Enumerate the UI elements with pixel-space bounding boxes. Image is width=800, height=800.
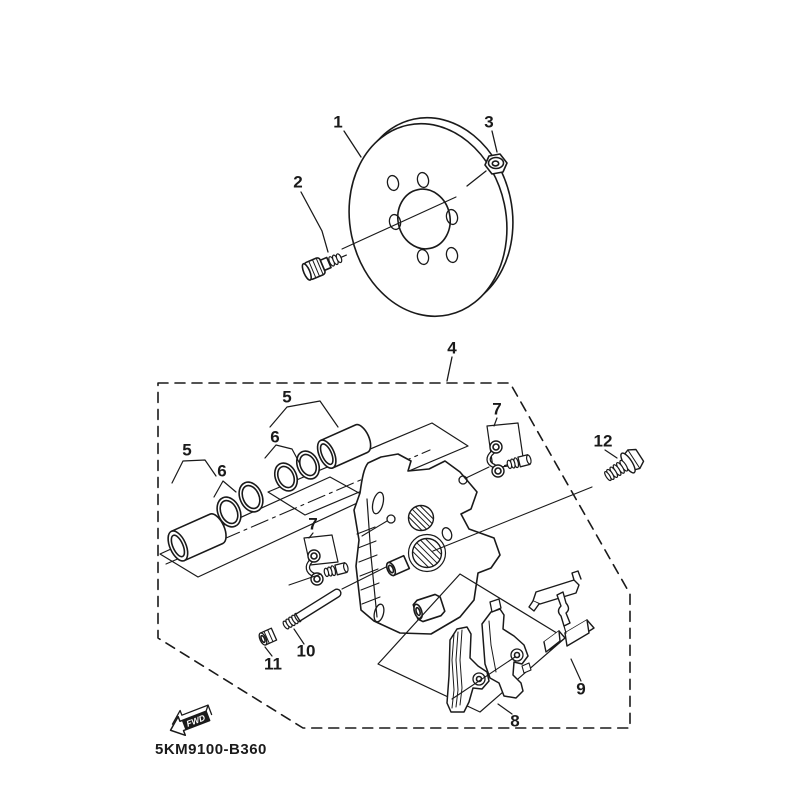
callout12-leader bbox=[605, 450, 617, 458]
callout-4: 4 bbox=[447, 338, 457, 358]
caliper-piston-right bbox=[314, 422, 375, 471]
callout-7-left: 7 bbox=[308, 514, 318, 534]
bleed-screw-kit-right bbox=[466, 418, 532, 478]
diagram-code: 5KM9100-B360 bbox=[155, 741, 267, 758]
disc-bolt bbox=[301, 247, 350, 282]
callout-3: 3 bbox=[484, 112, 494, 132]
callout-1: 1 bbox=[333, 112, 343, 132]
bleed-screw bbox=[503, 454, 532, 470]
caliper-body bbox=[354, 454, 500, 634]
bleed-screw bbox=[323, 562, 349, 578]
pin-plug bbox=[258, 628, 277, 646]
callout-12: 12 bbox=[593, 431, 613, 451]
callout-9: 9 bbox=[576, 679, 586, 699]
callout-7-right: 7 bbox=[492, 399, 502, 419]
fwd-arrow-label: FWD bbox=[184, 712, 207, 729]
bleed-screw-kit-left bbox=[289, 533, 349, 585]
callout4-leader bbox=[447, 357, 452, 381]
callout-5-left: 5 bbox=[182, 440, 192, 460]
brake-disc bbox=[332, 103, 531, 331]
pad-spring bbox=[529, 571, 594, 652]
callout-11: 11 bbox=[264, 654, 282, 674]
callout-6-left: 6 bbox=[217, 461, 227, 481]
callout-brackets bbox=[172, 401, 338, 497]
callout-5-right: 5 bbox=[282, 387, 292, 407]
fwd-arrow bbox=[165, 700, 215, 739]
callout-10: 10 bbox=[296, 641, 316, 661]
brake-pad-outer bbox=[482, 599, 531, 698]
callout-6-right: 6 bbox=[270, 427, 280, 447]
callout9-leader bbox=[571, 659, 581, 681]
callout-8: 8 bbox=[510, 711, 520, 731]
pad-pin bbox=[282, 587, 343, 630]
callout-2: 2 bbox=[293, 172, 303, 192]
